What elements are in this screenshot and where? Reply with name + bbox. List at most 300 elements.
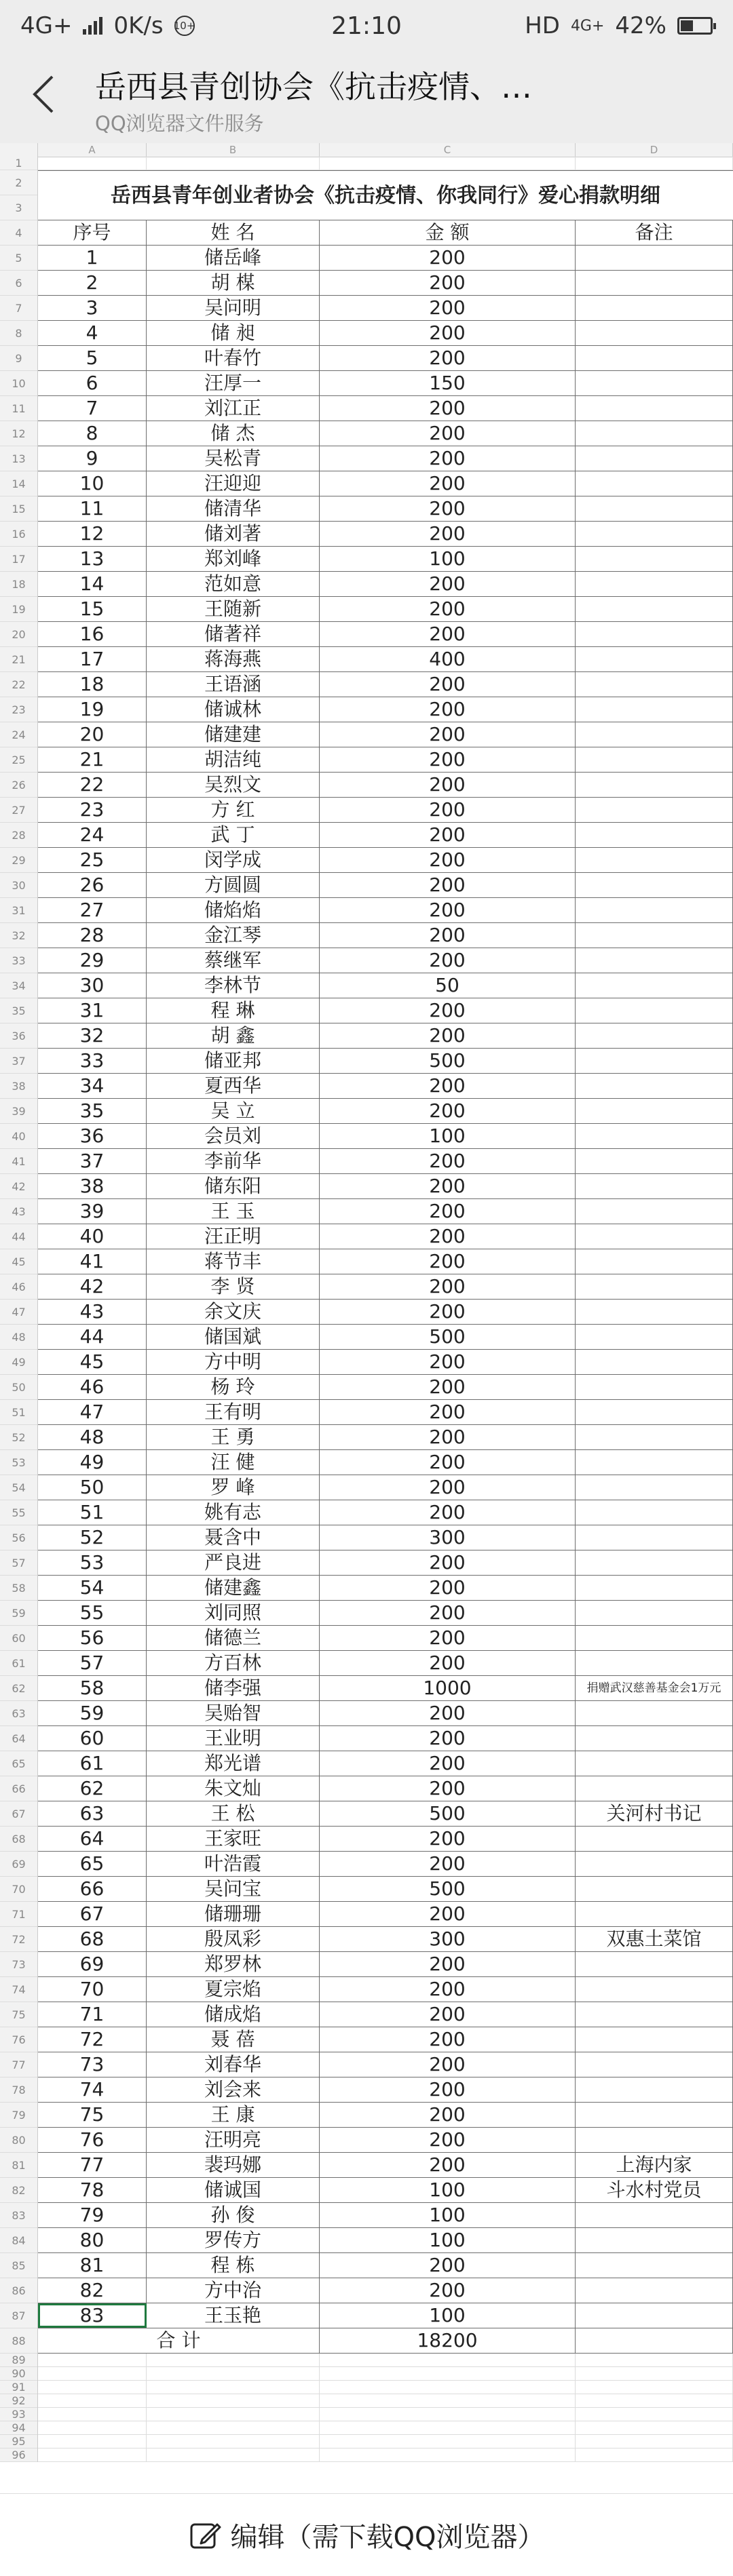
cell-no[interactable]: 22 — [38, 773, 147, 797]
cell-amount[interactable]: 300 — [320, 1525, 576, 1550]
cell-no[interactable]: 25 — [38, 848, 147, 872]
cell-amount[interactable]: 200 — [320, 246, 576, 270]
cell-no[interactable]: 15 — [38, 597, 147, 621]
cell-note[interactable] — [576, 1525, 733, 1550]
cell-no[interactable]: 48 — [38, 1425, 147, 1449]
row-number[interactable]: 91 — [0, 2381, 37, 2394]
row-number[interactable]: 31 — [0, 898, 37, 923]
row-number[interactable]: 7 — [0, 296, 37, 321]
cell-amount[interactable]: 200 — [320, 1425, 576, 1449]
cell-name[interactable]: 储岳峰 — [147, 246, 320, 270]
cell-amount[interactable]: 200 — [320, 1852, 576, 1876]
cell-amount[interactable]: 200 — [320, 2278, 576, 2303]
cell-name[interactable]: 储珊珊 — [147, 1902, 320, 1926]
cell-amount[interactable]: 200 — [320, 421, 576, 446]
cell-no[interactable]: 40 — [38, 1224, 147, 1249]
row-number[interactable]: 21 — [0, 647, 37, 672]
cell-note[interactable] — [576, 1500, 733, 1525]
cell-name[interactable]: 方中治 — [147, 2278, 320, 2303]
cell-no[interactable]: 79 — [38, 2203, 147, 2227]
row-number[interactable]: 33 — [0, 948, 37, 973]
cell-amount[interactable]: 400 — [320, 647, 576, 671]
cell-amount[interactable]: 200 — [320, 2077, 576, 2102]
cell-amount[interactable]: 200 — [320, 1224, 576, 1249]
cell-note[interactable] — [576, 1877, 733, 1901]
cell-no[interactable]: 49 — [38, 1450, 147, 1475]
cell-amount[interactable]: 200 — [320, 1576, 576, 1600]
cell-amount[interactable]: 200 — [320, 697, 576, 722]
column-header-d[interactable]: D — [576, 143, 733, 157]
cell-no[interactable]: 37 — [38, 1149, 147, 1173]
cell-amount[interactable]: 200 — [320, 446, 576, 471]
cell-no[interactable]: 78 — [38, 2178, 147, 2202]
cell-no[interactable]: 65 — [38, 1852, 147, 1876]
cell-no[interactable]: 29 — [38, 948, 147, 973]
cell-name[interactable]: 刘会来 — [147, 2077, 320, 2102]
cell-amount[interactable]: 200 — [320, 1174, 576, 1198]
cell-amount[interactable]: 200 — [320, 998, 576, 1023]
row-number[interactable]: 81 — [0, 2153, 37, 2178]
row-number[interactable]: 83 — [0, 2203, 37, 2228]
cell-no[interactable]: 41 — [38, 1249, 147, 1274]
row-number[interactable]: 44 — [0, 1224, 37, 1249]
cell-no[interactable]: 51 — [38, 1500, 147, 1525]
cell-note[interactable] — [576, 1751, 733, 1776]
row-number[interactable]: 11 — [0, 396, 37, 421]
cell-name[interactable]: 余文庆 — [147, 1300, 320, 1324]
cell-note[interactable] — [576, 2278, 733, 2303]
cell-name[interactable]: 李 贤 — [147, 1274, 320, 1299]
row-number[interactable]: 89 — [0, 2354, 37, 2367]
cell-amount[interactable]: 100 — [320, 2178, 576, 2202]
cell-note[interactable] — [576, 1350, 733, 1374]
cell-note[interactable] — [576, 1651, 733, 1675]
cell-name[interactable]: 汪 健 — [147, 1450, 320, 1475]
cell-note[interactable] — [576, 1827, 733, 1851]
cell-note[interactable] — [576, 923, 733, 948]
cell-note[interactable] — [576, 496, 733, 521]
header-name[interactable]: 姓 名 — [147, 220, 320, 245]
cell-name[interactable]: 刘江正 — [147, 396, 320, 421]
cell-note[interactable] — [576, 1726, 733, 1751]
row-number[interactable]: 46 — [0, 1274, 37, 1300]
cell-no[interactable]: 26 — [38, 873, 147, 897]
cell-no[interactable]: 1 — [38, 246, 147, 270]
cell-amount[interactable]: 200 — [320, 1726, 576, 1751]
cell-note[interactable] — [576, 572, 733, 596]
cell-name[interactable]: 刘同照 — [147, 1601, 320, 1625]
spreadsheet[interactable] — [0, 143, 733, 2461]
cell-name[interactable]: 李林节 — [147, 973, 320, 998]
cell-name[interactable]: 会员刘 — [147, 1124, 320, 1148]
cell-note[interactable]: 斗水村党员 — [576, 2178, 733, 2202]
cell-name[interactable]: 夏宗焰 — [147, 1977, 320, 2002]
cell-amount[interactable]: 200 — [320, 572, 576, 596]
cell-name[interactable]: 郑罗林 — [147, 1952, 320, 1976]
row-number[interactable]: 79 — [0, 2103, 37, 2128]
cell-amount[interactable]: 300 — [320, 1927, 576, 1951]
cell-note[interactable] — [576, 346, 733, 370]
cell-note[interactable] — [576, 1325, 733, 1349]
cell-note[interactable] — [576, 1852, 733, 1876]
cell-amount[interactable]: 200 — [320, 1350, 576, 1374]
cell-no[interactable]: 6 — [38, 371, 147, 395]
cell-no[interactable]: 4 — [38, 321, 147, 345]
cell-name[interactable]: 吴松青 — [147, 446, 320, 471]
cell-name[interactable]: 王 勇 — [147, 1425, 320, 1449]
cell-amount[interactable]: 200 — [320, 1601, 576, 1625]
cell-name[interactable]: 吴问宝 — [147, 1877, 320, 1901]
row-number[interactable]: 64 — [0, 1726, 37, 1751]
cell-note[interactable] — [576, 321, 733, 345]
cell-no[interactable]: 10 — [38, 471, 147, 496]
row-number[interactable]: 15 — [0, 496, 37, 522]
row-number[interactable]: 34 — [0, 973, 37, 998]
header-note[interactable]: 备注 — [576, 220, 733, 245]
cell-name[interactable]: 郑光谱 — [147, 1751, 320, 1776]
cell-note[interactable] — [576, 2002, 733, 2027]
cell-amount[interactable]: 200 — [320, 1274, 576, 1299]
cell-name[interactable]: 王有明 — [147, 1400, 320, 1424]
cell-note[interactable] — [576, 747, 733, 772]
row-number[interactable]: 3 — [0, 195, 37, 220]
row-number[interactable]: 2 — [0, 170, 37, 195]
row-number[interactable]: 10 — [0, 371, 37, 396]
row-number[interactable]: 73 — [0, 1952, 37, 1977]
cell-note[interactable] — [576, 1626, 733, 1650]
cell-note[interactable] — [576, 296, 733, 320]
cell-name[interactable]: 王 松 — [147, 1801, 320, 1826]
cell-amount[interactable]: 200 — [320, 2027, 576, 2052]
cell-amount[interactable]: 500 — [320, 1325, 576, 1349]
row-number[interactable]: 12 — [0, 421, 37, 446]
row-number[interactable]: 58 — [0, 1576, 37, 1601]
cell-amount[interactable]: 200 — [320, 1701, 576, 1725]
cell-note[interactable] — [576, 2052, 733, 2077]
total-amount[interactable]: 18200 — [320, 2328, 576, 2353]
cell-amount[interactable]: 200 — [320, 597, 576, 621]
cell-note[interactable]: 上海内家 — [576, 2153, 733, 2177]
cell-amount[interactable]: 200 — [320, 773, 576, 797]
cell-no[interactable]: 64 — [38, 1827, 147, 1851]
cell-no[interactable]: 21 — [38, 747, 147, 772]
row-number[interactable]: 20 — [0, 622, 37, 647]
cell-name[interactable]: 殷凤彩 — [147, 1927, 320, 1951]
cell-no[interactable]: 76 — [38, 2128, 147, 2152]
header-no[interactable]: 序号 — [38, 220, 147, 245]
row-number[interactable]: 4 — [0, 220, 37, 246]
cell-amount[interactable]: 200 — [320, 898, 576, 922]
cell-name[interactable]: 储亚邦 — [147, 1049, 320, 1073]
row-number[interactable]: 43 — [0, 1199, 37, 1224]
cell-name[interactable]: 汪厚一 — [147, 371, 320, 395]
cell-note[interactable] — [576, 823, 733, 847]
cell-name[interactable]: 王家旺 — [147, 1827, 320, 1851]
cell-no[interactable]: 33 — [38, 1049, 147, 1073]
cell-name[interactable]: 胡 楳 — [147, 271, 320, 295]
cell-no[interactable]: 59 — [38, 1701, 147, 1725]
cell-amount[interactable]: 500 — [320, 1801, 576, 1826]
cell-no[interactable]: 24 — [38, 823, 147, 847]
cell-name[interactable]: 孙 俊 — [147, 2203, 320, 2227]
cell-name[interactable]: 汪迎迎 — [147, 471, 320, 496]
cell-no[interactable]: 61 — [38, 1751, 147, 1776]
cell-amount[interactable]: 100 — [320, 2228, 576, 2252]
cell-no[interactable]: 19 — [38, 697, 147, 722]
cell-name[interactable]: 储建鑫 — [147, 1576, 320, 1600]
cell-no[interactable]: 17 — [38, 647, 147, 671]
cell-name[interactable]: 李前华 — [147, 1149, 320, 1173]
cell-no[interactable]: 5 — [38, 346, 147, 370]
row-number[interactable]: 82 — [0, 2178, 37, 2203]
row-number[interactable]: 38 — [0, 1074, 37, 1099]
cell-name[interactable]: 裴玛娜 — [147, 2153, 320, 2177]
cell-no[interactable]: 63 — [38, 1801, 147, 1826]
cell-note[interactable] — [576, 798, 733, 822]
cell-note[interactable] — [576, 773, 733, 797]
cell-amount[interactable]: 200 — [320, 1199, 576, 1224]
cell-no[interactable]: 13 — [38, 547, 147, 571]
row-number[interactable]: 87 — [0, 2303, 37, 2328]
cell-note[interactable] — [576, 1952, 733, 1976]
cell-name[interactable]: 汪正明 — [147, 1224, 320, 1249]
row-number[interactable]: 19 — [0, 597, 37, 622]
cell-amount[interactable]: 200 — [320, 396, 576, 421]
cell-name[interactable]: 方圆圆 — [147, 873, 320, 897]
cell-amount[interactable]: 200 — [320, 1626, 576, 1650]
cell-no[interactable]: 28 — [38, 923, 147, 948]
cell-note[interactable] — [576, 647, 733, 671]
row-number[interactable]: 71 — [0, 1902, 37, 1927]
row-number[interactable]: 52 — [0, 1425, 37, 1450]
row-number[interactable]: 78 — [0, 2077, 37, 2103]
cell-name[interactable]: 闵学成 — [147, 848, 320, 872]
cell-amount[interactable]: 200 — [320, 2128, 576, 2152]
cell-no[interactable]: 3 — [38, 296, 147, 320]
cell-name[interactable]: 吴贻智 — [147, 1701, 320, 1725]
row-number[interactable]: 65 — [0, 1751, 37, 1776]
cell-name[interactable]: 姚有志 — [147, 1500, 320, 1525]
edit-icon[interactable] — [189, 2519, 221, 2552]
row-number[interactable]: 80 — [0, 2128, 37, 2153]
row-number[interactable]: 55 — [0, 1500, 37, 1525]
row-number[interactable]: 35 — [0, 998, 37, 1023]
cell-amount[interactable]: 200 — [320, 1952, 576, 1976]
cell-no[interactable]: 73 — [38, 2052, 147, 2077]
cell-amount[interactable]: 200 — [320, 622, 576, 646]
cell-name[interactable]: 储 昶 — [147, 321, 320, 345]
cell-no[interactable]: 56 — [38, 1626, 147, 1650]
cell-no[interactable]: 18 — [38, 672, 147, 697]
cell-note[interactable] — [576, 1450, 733, 1475]
cell-note[interactable] — [576, 471, 733, 496]
cell-amount[interactable]: 200 — [320, 1074, 576, 1098]
cell-amount[interactable]: 200 — [320, 271, 576, 295]
row-number[interactable]: 85 — [0, 2253, 37, 2278]
cell-note[interactable] — [576, 1099, 733, 1123]
cell-note[interactable] — [576, 622, 733, 646]
cell-amount[interactable]: 200 — [320, 1023, 576, 1048]
cell-no[interactable]: 32 — [38, 1023, 147, 1048]
row-number[interactable]: 93 — [0, 2408, 37, 2421]
cell-note[interactable] — [576, 396, 733, 421]
cell-amount[interactable]: 200 — [320, 1300, 576, 1324]
cell-name[interactable]: 罗传方 — [147, 2228, 320, 2252]
row-number[interactable]: 67 — [0, 1801, 37, 1827]
cell-name[interactable]: 储李强 — [147, 1676, 320, 1700]
cell-amount[interactable]: 200 — [320, 1500, 576, 1525]
row-number[interactable]: 13 — [0, 446, 37, 471]
row-number[interactable]: 25 — [0, 747, 37, 773]
cell-note[interactable] — [576, 446, 733, 471]
row-number[interactable]: 90 — [0, 2367, 37, 2381]
cell-note[interactable] — [576, 948, 733, 973]
cell-no[interactable]: 7 — [38, 396, 147, 421]
cell-no[interactable]: 42 — [38, 1274, 147, 1299]
row-number[interactable]: 6 — [0, 271, 37, 296]
cell-amount[interactable]: 200 — [320, 948, 576, 973]
cell-note[interactable] — [576, 547, 733, 571]
cell-no[interactable]: 11 — [38, 496, 147, 521]
cell-note[interactable] — [576, 2103, 733, 2127]
row-number[interactable]: 32 — [0, 923, 37, 948]
cell-no[interactable]: 72 — [38, 2027, 147, 2052]
cell-amount[interactable]: 200 — [320, 823, 576, 847]
cell-no[interactable]: 27 — [38, 898, 147, 922]
row-number[interactable]: 8 — [0, 321, 37, 346]
cell-no[interactable]: 46 — [38, 1375, 147, 1399]
cell-no[interactable]: 12 — [38, 522, 147, 546]
cell-name[interactable]: 聂含中 — [147, 1525, 320, 1550]
row-number[interactable]: 54 — [0, 1475, 37, 1500]
cell-name[interactable]: 罗 峰 — [147, 1475, 320, 1500]
row-number[interactable]: 74 — [0, 1977, 37, 2002]
cell-note[interactable] — [576, 271, 733, 295]
cell-note[interactable] — [576, 973, 733, 998]
row-number[interactable]: 66 — [0, 1776, 37, 1801]
cell-no[interactable]: 75 — [38, 2103, 147, 2127]
cell-no[interactable]: 45 — [38, 1350, 147, 1374]
cell-note[interactable] — [576, 722, 733, 747]
cell-amount[interactable]: 200 — [320, 1400, 576, 1424]
cell-no[interactable]: 83 — [38, 2303, 147, 2328]
cell-amount[interactable]: 200 — [320, 2253, 576, 2278]
row-number[interactable]: 86 — [0, 2278, 37, 2303]
cell-name[interactable]: 杨 玲 — [147, 1375, 320, 1399]
cell-note[interactable] — [576, 2228, 733, 2252]
cell-note[interactable] — [576, 246, 733, 270]
cell-amount[interactable]: 100 — [320, 547, 576, 571]
row-number[interactable]: 84 — [0, 2228, 37, 2253]
cell-no[interactable]: 38 — [38, 1174, 147, 1198]
row-number[interactable]: 61 — [0, 1651, 37, 1676]
cell-note[interactable] — [576, 1224, 733, 1249]
row-number[interactable]: 56 — [0, 1525, 37, 1550]
row-number[interactable]: 53 — [0, 1450, 37, 1475]
cell-no[interactable]: 53 — [38, 1550, 147, 1575]
cell-no[interactable]: 66 — [38, 1877, 147, 1901]
cell-amount[interactable]: 200 — [320, 1550, 576, 1575]
cell-note[interactable] — [576, 1023, 733, 1048]
cell-amount[interactable]: 200 — [320, 1475, 576, 1500]
cell-name[interactable]: 储诚林 — [147, 697, 320, 722]
cell-no[interactable]: 69 — [38, 1952, 147, 1976]
total-label[interactable]: 合 计 — [38, 2328, 320, 2353]
cell-note[interactable] — [576, 873, 733, 897]
cell-name[interactable]: 储成焰 — [147, 2002, 320, 2027]
cell-amount[interactable]: 200 — [320, 1651, 576, 1675]
cell-note[interactable] — [576, 1375, 733, 1399]
cell-note[interactable] — [576, 1701, 733, 1725]
cell-amount[interactable]: 100 — [320, 2303, 576, 2328]
row-number[interactable]: 77 — [0, 2052, 37, 2077]
cell-amount[interactable]: 200 — [320, 1977, 576, 2002]
cell-no[interactable]: 20 — [38, 722, 147, 747]
cell-amount[interactable]: 1000 — [320, 1676, 576, 1700]
cell-amount[interactable]: 200 — [320, 2153, 576, 2177]
cell-name[interactable]: 朱文灿 — [147, 1776, 320, 1801]
cell-amount[interactable]: 200 — [320, 1375, 576, 1399]
row-number[interactable]: 29 — [0, 848, 37, 873]
cell-note[interactable] — [576, 2303, 733, 2328]
row-number[interactable]: 14 — [0, 471, 37, 496]
cell-amount[interactable]: 200 — [320, 1450, 576, 1475]
cell-no[interactable]: 60 — [38, 1726, 147, 1751]
cell-amount[interactable]: 200 — [320, 2103, 576, 2127]
cell-amount[interactable]: 200 — [320, 1751, 576, 1776]
cell-amount[interactable]: 500 — [320, 1877, 576, 1901]
cell-note[interactable] — [576, 672, 733, 697]
row-number[interactable]: 23 — [0, 697, 37, 722]
cell-note[interactable] — [576, 421, 733, 446]
cell-note[interactable] — [576, 1174, 733, 1198]
cell-no[interactable]: 68 — [38, 1927, 147, 1951]
sheet-grid[interactable] — [38, 157, 733, 2462]
cell-name[interactable]: 储国斌 — [147, 1325, 320, 1349]
cell-amount[interactable]: 200 — [320, 798, 576, 822]
cell-amount[interactable]: 200 — [320, 1902, 576, 1926]
cell-name[interactable]: 胡 鑫 — [147, 1023, 320, 1048]
cell-note[interactable] — [576, 1475, 733, 1500]
row-number[interactable]: 49 — [0, 1350, 37, 1375]
cell-name[interactable]: 武 丁 — [147, 823, 320, 847]
cell-name[interactable]: 范如意 — [147, 572, 320, 596]
cell-name[interactable]: 王 康 — [147, 2103, 320, 2127]
row-number[interactable]: 48 — [0, 1325, 37, 1350]
cell-name[interactable]: 储著祥 — [147, 622, 320, 646]
cell-note[interactable] — [576, 2203, 733, 2227]
cell-note[interactable] — [576, 1776, 733, 1801]
cell-amount[interactable]: 200 — [320, 747, 576, 772]
row-number[interactable]: 42 — [0, 1174, 37, 1199]
cell-amount[interactable]: 200 — [320, 923, 576, 948]
cell-amount[interactable]: 200 — [320, 672, 576, 697]
cell-amount[interactable]: 200 — [320, 321, 576, 345]
cell-note[interactable] — [576, 1601, 733, 1625]
cell-note[interactable] — [576, 597, 733, 621]
sheet-title[interactable]: 岳西县青年创业者协会《抗击疫情、你我同行》爱心捐款明细 — [111, 184, 660, 208]
edit-button[interactable]: 编辑（需下载QQ浏览器） — [230, 2522, 545, 2553]
row-number[interactable]: 28 — [0, 823, 37, 848]
cell-no[interactable]: 55 — [38, 1601, 147, 1625]
cell-amount[interactable]: 200 — [320, 1149, 576, 1173]
cell-note[interactable] — [576, 1249, 733, 1274]
cell-no[interactable]: 14 — [38, 572, 147, 596]
cell-note[interactable] — [576, 1199, 733, 1224]
cell-note[interactable]: 关河村书记 — [576, 1801, 733, 1826]
cell-name[interactable]: 王 玉 — [147, 1199, 320, 1224]
cell-no[interactable]: 67 — [38, 1902, 147, 1926]
